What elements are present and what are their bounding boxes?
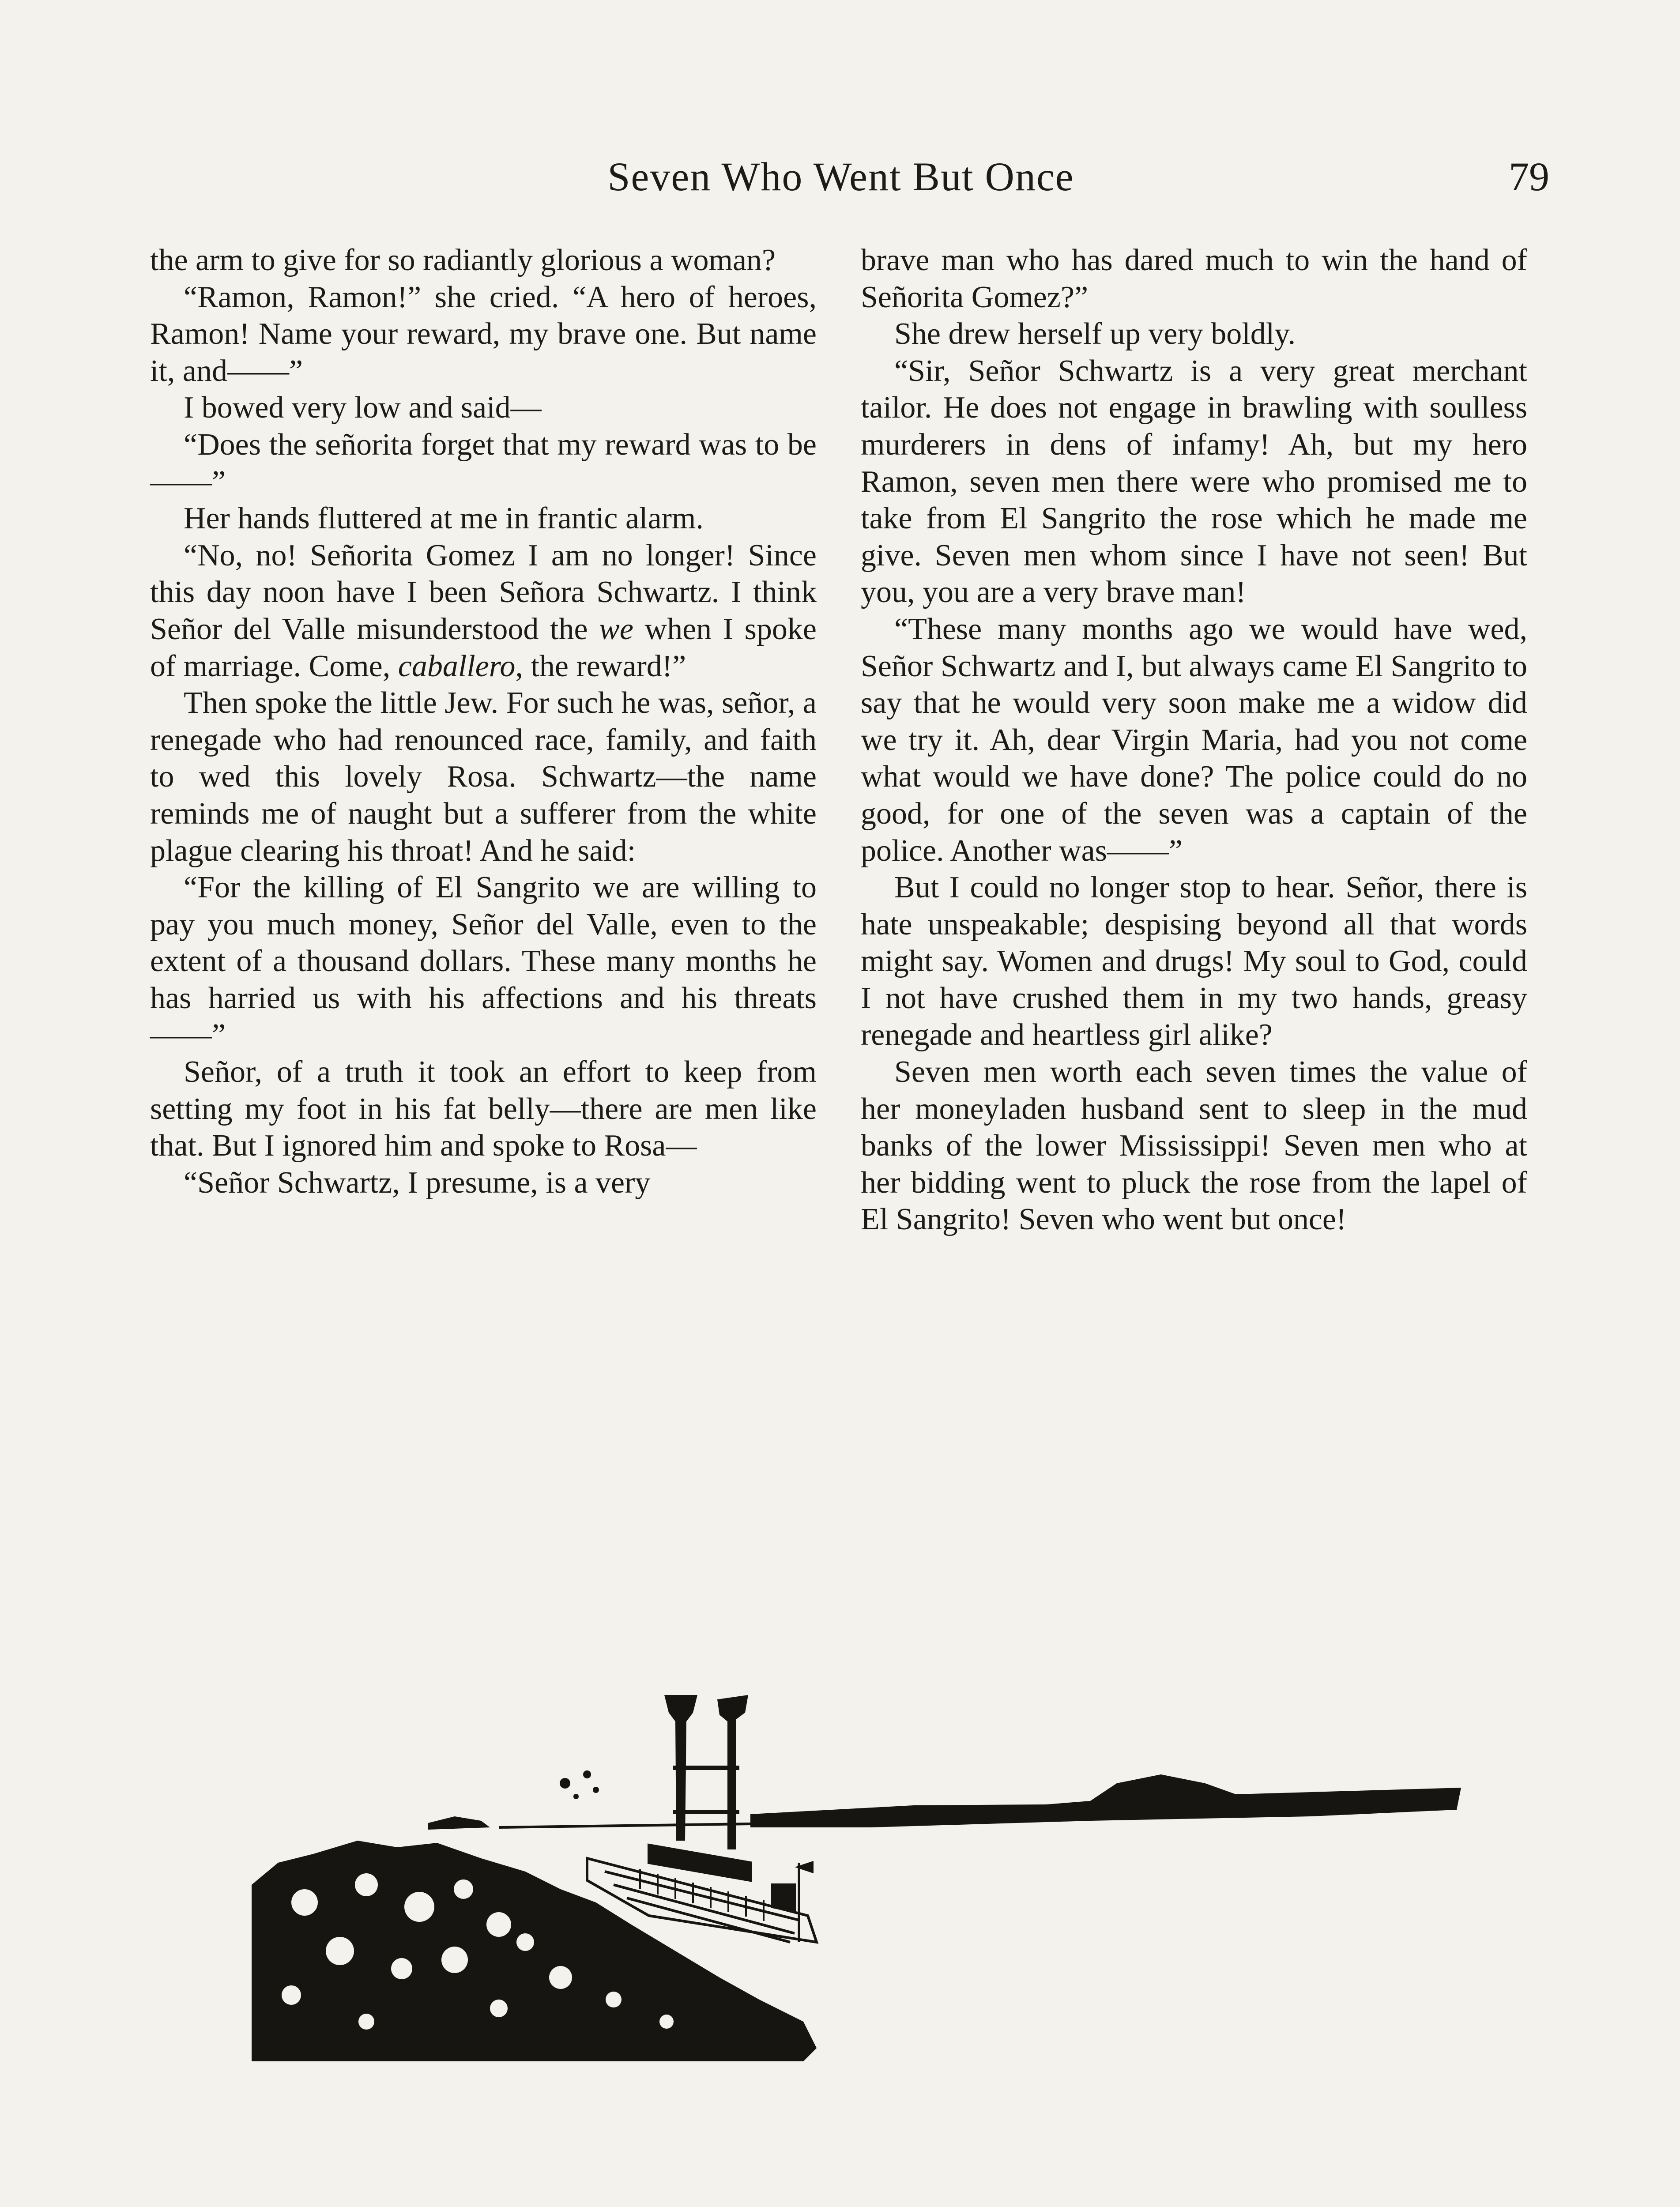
paragraph: Her hands fluttered at me in frantic alarm. xyxy=(184,501,704,536)
text-run: , the reward!” xyxy=(515,649,686,683)
paragraph: But I could no longer stop to hear. Señor, there is hate unspeakable; despising beyond all that words might say. Women and drugs! My soul to God, could I not have crushed them in my two hands, greasy renegade and heartless girl alike? xyxy=(861,870,1527,1052)
paragraph: the arm to give for so radiantly glorious a woman? xyxy=(150,243,776,277)
italic-we: we xyxy=(599,612,633,646)
left-column xyxy=(150,242,817,1201)
paragraph: “These many months ago we would have wed, Señor Schwartz and I, but always came El Sangrito to say that he would very soon make me a widow did we try it. Ah, dear Virgin Maria, had you not come what would we have done? The police could do no good, for one of the seven was a captain of the police. Another was——” xyxy=(861,612,1527,868)
water-line xyxy=(499,1824,750,1827)
paragraph: brave man who has dared much to win the hand of Señorita Gomez?” xyxy=(861,243,1527,314)
paragraph: Seven men worth each seven times the value of her moneyladen husband sent to sleep in the mud banks of the lower Mississippi! Seven men who at her bidding went to pluck the rose from the lapel of El Sangrito! Seven who went but once! xyxy=(861,1055,1527,1237)
paragraph xyxy=(150,537,817,685)
far-riverbank xyxy=(750,1774,1461,1827)
paragraph: Señor, of a truth it took an effort to keep from setting my foot in his fat belly—there are men like that. But I ignored him and spoke to Rosa— xyxy=(150,1055,817,1163)
running-head xyxy=(0,146,1680,207)
paragraph: She drew herself up very boldly. xyxy=(894,317,1296,351)
paragraph: Then spoke the little Jew. For such he was, señor, a renegade who had renounced race, family, and faith to wed this lovely Rosa. Schwartz—the name reminds me of naught but a sufferer from the white plague clearing his throat! And he said: xyxy=(150,686,817,868)
right-column xyxy=(861,242,1527,1238)
text-run: when I spoke of marriage. Come, xyxy=(150,612,817,683)
paragraph: “Sir, Señor Schwartz is a very great merchant tailor. He does not engage in brawling with soulless murderers in dens of infamy! Ah, but my hero Ramon, seven men there were who promised me to take from El Sangrito the rose which he made me give. Seven men whom since I have not seen! But you, you are a very brave man! xyxy=(861,354,1527,610)
paragraph: “Señor Schwartz, I presume, is a very xyxy=(184,1165,651,1200)
text-run: “No, no! Señorita Gomez I am no longer! Since this day noon have I been Señora Schwartz. I think Señor del Valle misunderstood the xyxy=(150,538,817,646)
paragraph: “Does the señorita forget that my reward was to be——” xyxy=(150,427,817,499)
running-title: Seven Who Went But Once xyxy=(607,154,1074,199)
smokestacks xyxy=(664,1695,748,1849)
italic-caballero: caballero xyxy=(398,649,516,683)
riverboat-illustration xyxy=(252,1695,1461,2136)
paragraph: “For the killing of El Sangrito we are willing to pay you much money, Señor del Valle, even to the extent of a thousand dollars. These many months he has harried us with his affections and his threats——” xyxy=(150,870,817,1052)
paragraph: “Ramon, Ramon!” she cried. “A hero of heroes, Ramon! Name your reward, my brave one. But name it, and——” xyxy=(150,280,817,388)
paragraph: I bowed very low and said— xyxy=(184,391,542,425)
page-number: 79 xyxy=(1509,154,1549,199)
smoke-puff xyxy=(560,1770,599,1799)
distant-shore xyxy=(428,1816,490,1830)
riverboat-drawing xyxy=(252,1695,1461,2136)
